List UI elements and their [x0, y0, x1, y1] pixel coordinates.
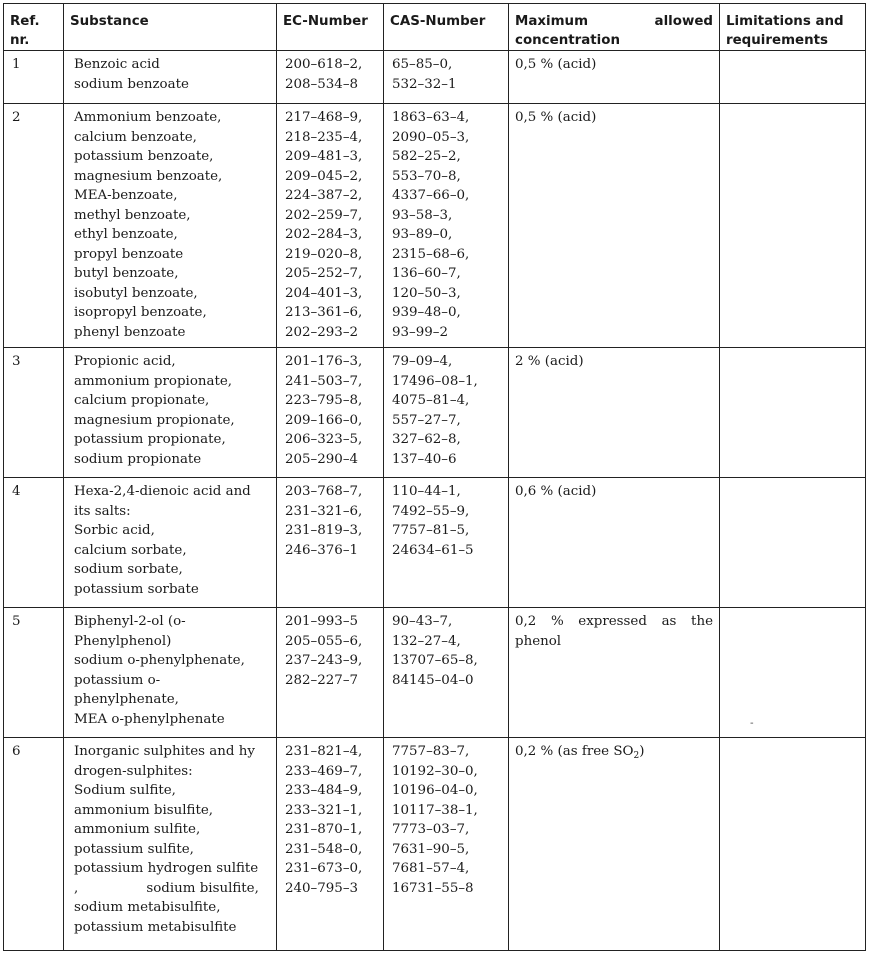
- cas-number-line: 7631–90–5,: [392, 841, 470, 857]
- ec-number-line: 233–469–7,: [285, 763, 363, 779]
- header-cas-number: CAS-Number: [384, 4, 509, 51]
- header-row: [4, 4, 866, 51]
- header-limitations: Limitations and requirements: [720, 4, 866, 51]
- cell-max-concentration: [509, 348, 720, 478]
- cell-substance: [64, 478, 277, 608]
- substance-line: potassium sorbate: [74, 581, 199, 597]
- cell-ec-number: [277, 348, 384, 478]
- concentration-text: 0,5 % (acid): [515, 57, 597, 72]
- substance-line: MEA o-phenylphenate: [74, 711, 225, 727]
- ec-number-line: 219–020–8,: [285, 246, 363, 262]
- cell-ref: 2: [4, 104, 64, 348]
- cell-ec-number: [277, 738, 384, 951]
- substance-line: Hexa-2,4-dienoic acid and: [74, 484, 251, 499]
- cas-number-line: 2315–68–6,: [392, 246, 470, 262]
- cas-number-line: 24634–61–5: [392, 542, 474, 558]
- cas-number-line: 1863–63–4,: [392, 110, 470, 125]
- cas-number-line: 16731–55–8: [392, 880, 474, 896]
- ec-number-line: 231–673–0,: [285, 861, 363, 876]
- cell-substance: [64, 608, 277, 738]
- ec-number-line: 202–259–7,: [285, 207, 363, 223]
- ec-number-line: 204–401–3,: [285, 285, 363, 301]
- ec-number-line: 240–795–3: [285, 880, 359, 896]
- substance-line: ammonium bisulfite,: [74, 802, 214, 818]
- cas-number-line: 90–43–7,: [392, 614, 453, 629]
- ec-number-line: 231–870–1,: [285, 822, 363, 837]
- substance-line: calcium benzoate,: [74, 129, 197, 145]
- ec-number-line: 202–284–3,: [285, 227, 363, 242]
- cas-number-line: 136–60–7,: [392, 266, 461, 281]
- ec-number-line: 233–484–9,: [285, 783, 363, 798]
- cas-number-line: 17496–08–1,: [392, 373, 478, 389]
- header-max-concentration: Maximum allowed concentration: [509, 4, 720, 51]
- cas-number-line: 79–09–4,: [392, 354, 453, 369]
- cas-number-line: 93–99–2: [392, 324, 448, 340]
- cell-ec-number: [277, 608, 384, 738]
- concentration-text: 0,2 % (as free $SO_2$): [515, 744, 645, 761]
- cas-number-line: 2090–05–3,: [392, 129, 470, 145]
- substance-line: Sodium sulfite,: [74, 783, 176, 798]
- cell-ref: 4: [4, 478, 64, 608]
- substance-line: Benzoic acid: [74, 57, 160, 72]
- cell-max-concentration: [509, 738, 720, 951]
- ec-number-line: 246–376–1: [285, 542, 359, 558]
- cell-substance: [64, 348, 277, 478]
- cell-limitations: [720, 478, 866, 608]
- substance-line: calcium sorbate,: [74, 542, 187, 558]
- substance-line: butyl benzoate,: [74, 266, 179, 281]
- concentration-text: 2 % (acid): [515, 354, 584, 369]
- cas-number-line: 7681–57–4,: [392, 861, 470, 876]
- cell-ec-number: [277, 51, 384, 104]
- cas-number-line: 10196–04–0,: [392, 783, 478, 798]
- preservatives-table: [3, 3, 866, 951]
- ec-number-line: 200–618–2,: [285, 57, 363, 72]
- cell-max-concentration: [509, 608, 720, 738]
- header-substance: Substance: [64, 4, 277, 51]
- substance-line: magnesium propionate,: [74, 412, 235, 428]
- substance-line: Sorbic acid,: [74, 523, 155, 538]
- ec-number-line: 231–819–3,: [285, 523, 363, 538]
- cell-cas-number: [384, 738, 509, 951]
- cas-number-line: 7757–83–7,: [392, 744, 470, 759]
- header-ref: Ref. nr.: [4, 4, 64, 51]
- cas-number-line: 13707–65–8,: [392, 653, 478, 668]
- ec-number-line: 205–290–4: [285, 451, 359, 467]
- substance-line: its salts:: [74, 503, 131, 519]
- cas-number-line: 553–70–8,: [392, 168, 461, 184]
- substance-line: potassium benzoate,: [74, 149, 214, 164]
- document-page: [3, 3, 866, 951]
- substance-line: Ammonium benzoate,: [74, 110, 222, 125]
- substance-line: sodium propionate: [74, 451, 202, 467]
- substance-line: potassium hydrogen sulfite: [74, 861, 259, 876]
- ec-number-line: 213–361–6,: [285, 305, 363, 320]
- ec-number-line: 231–321–6,: [285, 503, 363, 519]
- substance-line: sodium sorbate,: [74, 562, 183, 577]
- substance-line: sodium metabisulfite,: [74, 900, 221, 915]
- substance-line: magnesium benzoate,: [74, 168, 223, 184]
- cas-number-line: 65–85–0,: [392, 57, 453, 72]
- ec-number-line: 206–323–5,: [285, 432, 363, 447]
- cell-limitations: [720, 348, 866, 478]
- ec-number-line: 209–481–3,: [285, 149, 363, 164]
- concentration-text: 0,6 % (acid): [515, 484, 597, 499]
- substance-line: isobutyl benzoate,: [74, 285, 198, 301]
- cell-cas-number: [384, 478, 509, 608]
- ec-number-line: 201–993–5: [285, 614, 359, 629]
- cas-number-line: 939–48–0,: [392, 305, 461, 320]
- cas-number-line: 120–50–3,: [392, 285, 461, 301]
- substance-line: , sodium bisulfite,: [74, 880, 259, 896]
- cell-ec-number: [277, 104, 384, 348]
- cas-number-line: 7492–55–9,: [392, 503, 470, 519]
- substance-line: potassium metabisulfite: [74, 919, 237, 935]
- cell-ref: 5: [4, 608, 64, 738]
- substance-line: potassium sulfite,: [74, 841, 194, 857]
- cell-substance: [64, 104, 277, 348]
- ec-number-line: 208–534–8: [285, 76, 359, 92]
- cas-number-line: 7773–03–7,: [392, 822, 470, 837]
- ec-number-line: 209–166–0,: [285, 412, 363, 428]
- substance-line: Inorganic sulphites and hy: [74, 744, 255, 759]
- cell-cas-number: [384, 51, 509, 104]
- cas-number-line: 327–62–8,: [392, 432, 461, 447]
- cell-cas-number: [384, 608, 509, 738]
- substance-line: methyl benzoate,: [74, 207, 191, 223]
- substance-line: drogen-sulphites:: [74, 763, 193, 779]
- ec-number-line: 205–252–7,: [285, 266, 363, 281]
- substance-line: MEA-benzoate,: [74, 188, 178, 203]
- cas-number-line: 132–27–4,: [392, 633, 461, 649]
- cas-number-line: 84145–04–0: [392, 672, 474, 688]
- cas-number-line: 4075–81–4,: [392, 393, 470, 408]
- table-row: [4, 348, 866, 478]
- concentration-text: phenol: [515, 633, 562, 649]
- cas-number-line: 93–89–0,: [392, 227, 453, 242]
- substance-line: sodium o-phenylphenate,: [74, 653, 245, 668]
- cas-number-line: 582–25–2,: [392, 149, 461, 164]
- cell-cas-number: [384, 104, 509, 348]
- substance-line: ammonium sulfite,: [74, 822, 201, 837]
- cas-number-line: 93–58–3,: [392, 207, 453, 223]
- table-row: [4, 104, 866, 348]
- ec-number-line: 231–821–4,: [285, 744, 363, 759]
- cell-max-concentration: [509, 104, 720, 348]
- table-row: [4, 738, 866, 951]
- ec-number-line: 282–227–7: [285, 672, 359, 688]
- ec-number-line: 202–293–2: [285, 324, 359, 340]
- ec-number-line: 223–795–8,: [285, 393, 363, 408]
- substance-line: isopropyl benzoate,: [74, 305, 207, 320]
- ec-number-line: 231–548–0,: [285, 841, 363, 857]
- cell-limitations: [720, 104, 866, 348]
- table-row: [4, 51, 866, 104]
- concentration-text: 0,5 % (acid): [515, 110, 597, 125]
- cell-substance: [64, 738, 277, 951]
- cas-number-line: 137–40–6: [392, 451, 457, 467]
- cell-limitations: [720, 738, 866, 951]
- cell-ref: 1: [4, 51, 64, 104]
- ec-number-line: 233–321–1,: [285, 802, 363, 818]
- substance-line: Propionic acid,: [74, 354, 176, 369]
- cell-cas-number: [384, 348, 509, 478]
- cas-number-line: 10117–38–1,: [392, 802, 478, 818]
- substance-line: sodium benzoate: [74, 76, 189, 92]
- ec-number-line: 209–045–2,: [285, 168, 363, 184]
- cas-number-line: 532–32–1: [392, 76, 457, 92]
- ec-number-line: 201–176–3,: [285, 354, 363, 369]
- substance-line: calcium propionate,: [74, 393, 210, 408]
- substance-line: phenyl benzoate: [74, 324, 186, 340]
- substance-line: phenylphenate,: [74, 692, 179, 707]
- ec-number-line: 203–768–7,: [285, 484, 363, 499]
- header-ec-number: EC-Number: [277, 4, 384, 51]
- table-row: [4, 478, 866, 608]
- substance-line: Phenylphenol): [74, 633, 172, 649]
- cell-ec-number: [277, 478, 384, 608]
- ec-number-line: 237–243–9,: [285, 653, 363, 668]
- cas-number-line: 110–44–1,: [392, 484, 461, 499]
- substance-line: ethyl benzoate,: [74, 227, 178, 242]
- substance-line: potassium o-: [74, 672, 161, 688]
- limitations-text: -: [750, 717, 754, 729]
- cell-limitations: [720, 51, 866, 104]
- cas-number-line: 557–27–7,: [392, 412, 461, 428]
- substance-line: potassium propionate,: [74, 432, 226, 447]
- cell-ref: 6: [4, 738, 64, 951]
- ec-number-line: 217–468–9,: [285, 110, 363, 125]
- ec-number-line: 218–235–4,: [285, 129, 363, 145]
- concentration-text: 0,2 % expressed as the: [515, 614, 713, 629]
- substance-line: Biphenyl-2-ol (o-: [74, 614, 186, 629]
- cell-ref: 3: [4, 348, 64, 478]
- cell-substance: [64, 51, 277, 104]
- cas-number-line: 4337–66–0,: [392, 188, 470, 203]
- ec-number-line: 224–387–2,: [285, 188, 363, 203]
- cas-number-line: 10192–30–0,: [392, 763, 478, 779]
- ec-number-line: 205–055–6,: [285, 633, 363, 649]
- cas-number-line: 7757–81–5,: [392, 523, 470, 538]
- substance-line: ammonium propionate,: [74, 373, 233, 389]
- ec-number-line: 241–503–7,: [285, 373, 363, 389]
- substance-line: propyl benzoate: [74, 246, 184, 262]
- cell-max-concentration: [509, 478, 720, 608]
- table-row: [4, 608, 866, 738]
- cell-max-concentration: [509, 51, 720, 104]
- cell-limitations: [720, 608, 866, 738]
